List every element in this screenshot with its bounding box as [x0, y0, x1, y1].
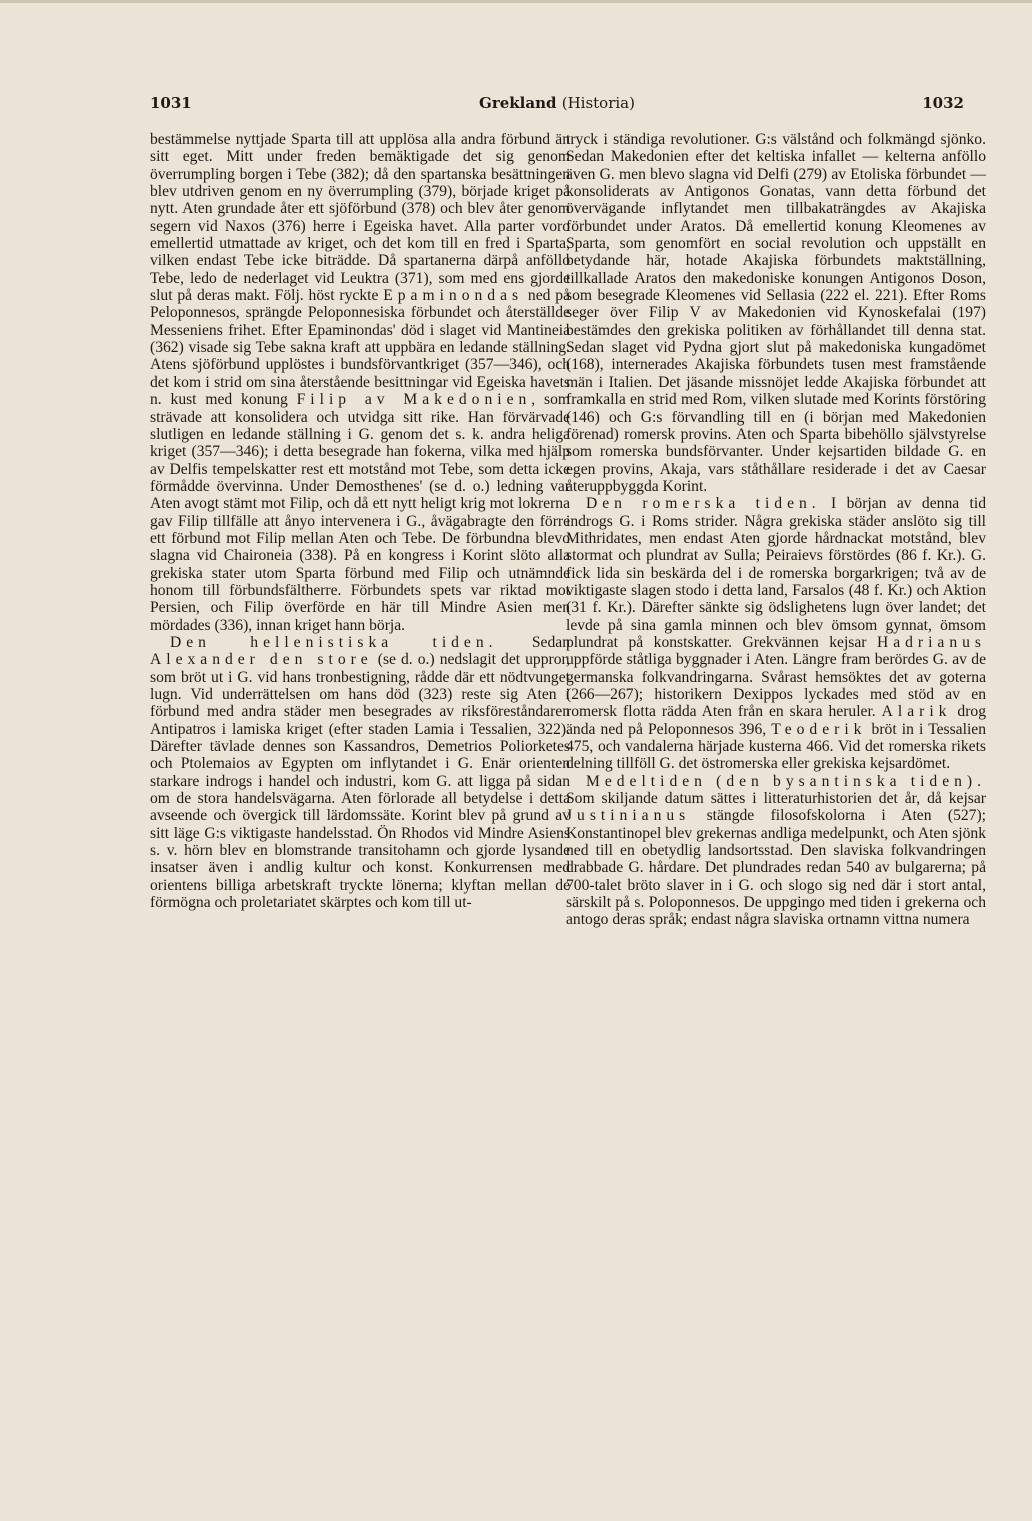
right-paragraph-2: [566, 495, 986, 773]
page-header: [150, 94, 964, 118]
section-heading-medieval: Medeltiden (den bysantinska tiden).: [586, 772, 986, 790]
left-p2-text-2: (se d. o.) nedslagit det uppror, som bröt ut i G. vid hans tronbestigning, rådde där ett nödtvunget lugn. Vid underrättelsen om hans död (323) reste sig Aten i förbund med andra städer men besegrades av riksföreståndaren Antipatros i lamiska kriget (efter staden Lamia i Tessalien, 322). Därefter tävlade dennes son Kassandros, Demetrios Poliorketes och Ptolemaios av Egypten om inflytandet i G. Enär orienten starkare indrogs i handel och industri, kom G. att ligga på sidan om de stora handelsvägarna. Aten förlorade all betydelse i detta avseende och övergick till lärdomssäte. Korint blev på grund av sitt läge G:s viktigaste handelsstad. Ön Rhodos vid Mindre Asiens s. v. hörn blev en blomstrande transitohamn och gjorde lysande insatser även i andlig kultur och konst. Konkurrensen med orientens billiga arbetskraft tryckte lönerna; klyftan mellan de förmögna och proletariatet skärptes och kom till ut-: [150, 651, 570, 912]
name-hadrianus: Hadrianus: [876, 633, 986, 651]
section-heading-hellenistic: Den hellenistiska tiden.: [170, 633, 498, 651]
right-paragraph-1: [566, 131, 986, 495]
page-top-edge: [0, 0, 1032, 3]
name-epaminondas: Epaminondas: [383, 287, 524, 305]
name-alarik: Alarik: [881, 703, 952, 721]
page-number-left: 1031: [150, 94, 192, 112]
right-p2-text-2: uppförde ståtliga byggnader i Aten. Längre fram berördes G. av de germanska folkvandringarna. Svårast hemsöktes det av goterna (266—267); historikern Dexippos lyckades med stöd av en romersk flotta rädda Aten från en skara heruler.: [566, 651, 986, 721]
left-p1-text-3: , som strävade att konsolidera och utvidga sitt rike. Han förvärvade slutligen en ledande ställning i G. genom det s. k. andra heliga kriget (357—346); i detta besegrade han fokerna, vilka med hjälp av Delfis tempelskatter rest ett motstånd mot Tebe, som detta icke förmådde övervinna. Under Demosthenes' (se d. o.) ledning var Aten avogt stämt mot Filip, och då ett nytt heligt krig mot lokrerna gav Filip tillfälle att ånyo intervenera i G., åvägabragte den förre ett förbund mot Filip mellan Aten och Tebe. De förbundna blevo slagna vid Chaironeia (338). På en kongress i Korint slöto alla grekiska stater utom Sparta förbund med Filip och utnämnde honom till förbundsfältherre. Förbundets spets var riktad mot Persien, och Filip överförde en här till Mindre Asien men mördades (336), innan kriget hann börja.: [150, 391, 571, 634]
left-p2-text: Sedan: [497, 633, 570, 651]
right-p2-text: I början av denna tid indrogs G. i Roms strider. Några grekiska städer anslöto sig till Mithridates, men endast Aten gjorde hårdnackat motstånd, blev stormat och plundrat av Sulla; Peiraievs förstördes (86 f. Kr.). G. fick lida sin beskärda del i de romerska borgarkrigen; två av de viktigaste slagen stodo i detta land, Farsalos (48 f. Kr.) och Aktion (31 f. Kr.). Därefter sänkte sig ödslighetens lugn över landet; det levde på sina gamla minnen och blev ömsom gynnat, ömsom plundrat på konstskatter. Grekvännen kejsar: [566, 495, 986, 651]
name-teoderik: Teoderik: [771, 720, 867, 738]
right-p2-text-4: bröt in i Tessalien 475, och vandalerna härjade kusterna 466. Vid det romerska rikets delning tillföll G. det östromerska eller grekiska kejsardömet.: [566, 720, 986, 773]
section-heading-roman: Den romerska tiden.: [586, 495, 821, 513]
running-title: [150, 94, 964, 112]
left-paragraph-1: [150, 131, 570, 634]
right-p3-text-2: stängde filosofskolorna i Aten (527); Konstantinopel blev grekernas andliga medelpunkt, och Aten sjönk ned till en obetydlig landsortsstad. Den slaviska folkvandringen drabbade G. hårdare. Det plundrades redan 540 av bulgarerna; på 700-talet bröto slaver in i G. och slogo sig ned där i stort antal, särskilt på s. Poloponnesos. De uppgingo med tiden i grekerna och antogo deras språk; endast några slaviska ortnamn vittna numera: [566, 807, 986, 929]
name-alexander: Alexander den store: [150, 651, 373, 669]
right-paragraph-3: [566, 773, 986, 929]
right-p1-text: tryck i ständiga revolutioner. G:s välstånd och folkmängd sjönko. Sedan Makedonien efter det keltiska infallet — kelterna anföllo även G. men blevo slagna vid Delfi (279) av Etoliska förbundet — konsoliderats av Antigonos Gonatas, vann detta förbund det övervägande inflytandet men tillbakaträngdes av Akajiska förbundet under Aratos. Då emellertid konung Kleomenes av Sparta, som genomfört en social revolution och uppställt en betydande här, hotade Akajiska förbundets maktställning, tillkallade Aratos den makedoniske konungen Antigonos Doson, som besegrade Kleomenes vid Sellasia (222 el. 221). Efter Roms seger över Filip V av Makedonien vid Kynoskefalai (197) bestämdes den grekiska politiken av förhållandet till denna stat. Sedan slaget vid Pydna gjort slut på makedoniska kungadömet (168), internerades Akajiska förbundets tusen mest framstående män i Italien. Det jäsande missnöjet ledde Akajiska förbundet att framkalla en strid med Rom, vilken slutade med Korints förstöring (146) och G:s förvandling till en (i början med Makedonien förenad) romersk provins. Aten och Sparta bibehöllo självstyrelse som romerska bundsförvanter. Under kejsartiden bildade G. en egen provins, Akaja, vars ståthållare residerade i det av Caesar återuppbyggda Korint.: [566, 131, 986, 495]
left-p1-text-2: ned på Peloponnesos, sprängde Peloponnesiska förbundet och återställde Messeniens frihet. Efter Epaminondas' död i slaget vid Mantineia (362) visade sig Tebe sakna kraft att uppbära en ledande ställning. Atens sjöförbund upplöstes i bundsförvantkriget (357—346), och det kom i strid om sina återstående besittningar vid Egeiska havets n. kust med konung: [150, 287, 571, 409]
name-justinianus: Justinianus: [566, 807, 691, 825]
left-column: [150, 131, 570, 911]
page-number-right: 1032: [922, 94, 964, 112]
name-filip: Filip av Makedonien: [296, 391, 532, 409]
right-p2-text-3: drog ända ned på Peloponnesos 396,: [566, 703, 986, 738]
left-paragraph-2: [150, 634, 570, 912]
left-p1-text: bestämmelse nyttjade Sparta till att upplösa alla andra förbund än sitt eget. Mitt under freden bemäktigade det sig genom överrumpling borgen i Tebe (382); då den spartanska besättningen blev utdriven genom en ny överrumpling (379), började kriget på nytt. Aten grundade åter ett sjöförbund (378) och blev åter genom segern vid Naxos (376) herre i Egeiska havet. Alla parter voro emellertid utmattade av kriget, och det kom till en fred i Sparta, vilken endast Tebe icke biträdde. Då spartanerna därpå anföllo Tebe, ledo de nederlaget vid Leuktra (371), som med ens gjorde slut på deras makt. Följ. höst ryckte: [150, 131, 570, 305]
right-column: [566, 131, 986, 929]
right-p3-text: Som skiljande datum sättes i litteraturhistorien det år, då kejsar: [566, 790, 986, 808]
running-title-sub: (Historia): [561, 94, 635, 112]
running-title-main: Grekland: [479, 94, 557, 112]
